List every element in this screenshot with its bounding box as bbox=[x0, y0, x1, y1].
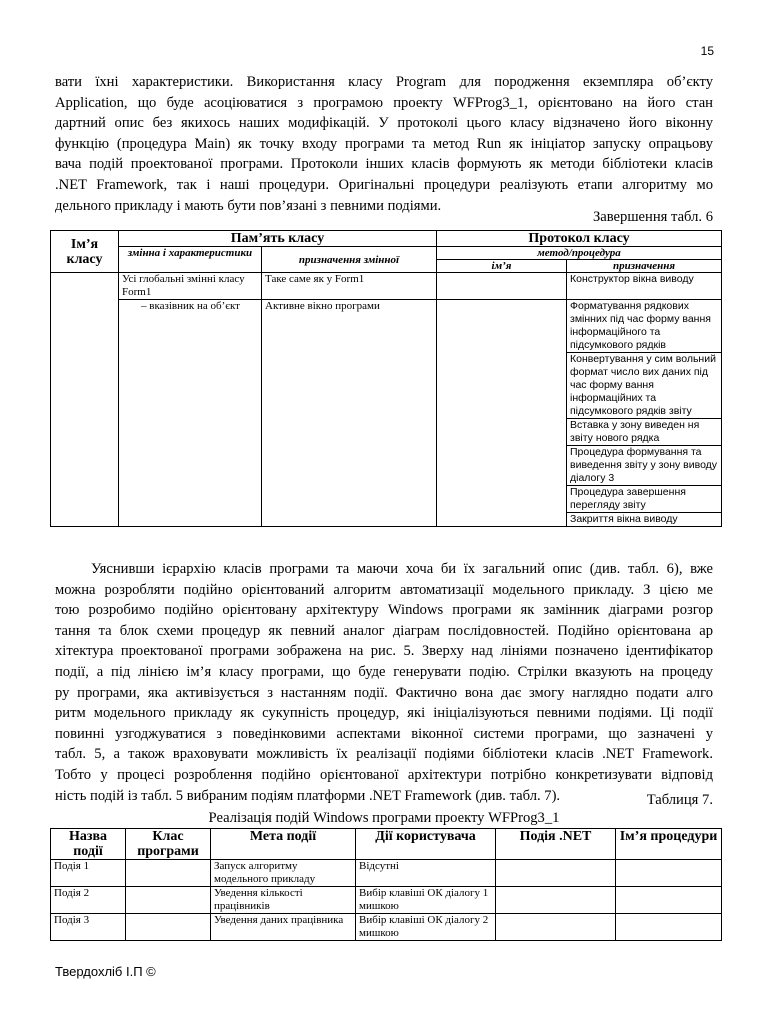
subheader-name: ім’я bbox=[437, 260, 567, 273]
text-line: можна розробляти подійно орієнтований алгоритм автоматизації модельного прикладу. З цією ме bbox=[55, 581, 713, 598]
header-protocol: Протокол класу bbox=[437, 231, 722, 247]
cell-var-purpose: Таке саме як у Form1 bbox=[262, 273, 437, 300]
table-7 bbox=[50, 828, 722, 941]
text-line: події, а під лінією ім’я класу програми, що буде генерувати подію. Стрілки вказують на процеду bbox=[55, 663, 713, 680]
text-line: ру програми, яка активізується з настанням події. Фактично вона дає змогу наглядно подати алго bbox=[55, 684, 713, 701]
text-line: Application, що буде асоціюватися з програмою проекту WFProg3_1, орієнтовано на його стан bbox=[55, 94, 713, 111]
page-number: 15 bbox=[700, 44, 714, 58]
table-cell: Подія 2 bbox=[51, 887, 126, 914]
cell-proto-purpose: Процедура завершення перегляду звіту bbox=[567, 486, 722, 513]
header-program-class: Клас програми bbox=[126, 829, 211, 860]
header-user-actions: Дії користувача bbox=[356, 829, 496, 860]
text-line: тання та блок схеми процедур як певний аналог діаграм послідовностей. Подійно орієнтована ар bbox=[55, 622, 713, 639]
cell-var: – вказівник на об’єкт bbox=[119, 300, 262, 527]
table7-title: Реалізація подій Windows програми проекту WFProg3_1 bbox=[208, 810, 560, 826]
header-class-name: Ім’я класу bbox=[51, 231, 119, 273]
table-cell bbox=[496, 860, 616, 887]
table-cell: Відсутні bbox=[356, 860, 496, 887]
cell-proto-purpose: Конструктор вікна виводу bbox=[567, 273, 722, 300]
table-cell bbox=[126, 860, 211, 887]
subheader-purpose: призначення bbox=[567, 260, 722, 273]
text-line: дельного прикладу і мають бути пов’язані з певними подіями. bbox=[55, 197, 442, 214]
table-cell: Вибір клавіші ОК діалогу 2 мишкою bbox=[356, 914, 496, 941]
text-line: .NET Framework, так і наші процедури. Оригінальні процедури реалізують етапи алгоритму мо bbox=[55, 176, 713, 193]
subheader-variable: змінна і характеристики bbox=[119, 247, 262, 273]
table-cell bbox=[126, 914, 211, 941]
text-line: повинні узгоджуватися з поведінковими аспектами віконної системи програми, що зазначені у bbox=[55, 725, 713, 742]
paragraph-top bbox=[55, 72, 713, 216]
cell-proto-name bbox=[437, 300, 567, 527]
header-procedure-name: Ім’я процедури bbox=[616, 829, 722, 860]
table6-caption: Завершення табл. 6 bbox=[592, 209, 713, 225]
table-cell bbox=[126, 887, 211, 914]
header-event-goal: Мета події bbox=[211, 829, 356, 860]
text-line: дартний опис без якихось наших модифікацій. У протоколі цього класу відзначено його віконну bbox=[55, 115, 713, 132]
table-cell: Подія 3 bbox=[51, 914, 126, 941]
table-cell bbox=[496, 914, 616, 941]
table-cell: Вибір клавіші ОК діалогу 1 мишкою bbox=[356, 887, 496, 914]
text-line: Тобто у процесі розроблення подійно орієнтованої архітектури потрібно конкретизувати відповід bbox=[55, 766, 713, 783]
text-line: вати їхні характеристики. Використання класу Program для породження екземпляра об’єкту bbox=[55, 74, 713, 90]
cell-proto-purpose: Конвертування у сим вольний формат число вих даних під час форму вання інформаційних та підсумкового рядків звіту bbox=[567, 353, 722, 419]
text-line: ритм модельного прикладу як сукупність процедур, які ініціалізуються певними подіями. Ці події bbox=[55, 705, 713, 722]
cell-class bbox=[51, 273, 119, 527]
cell-proto-purpose: Закриття вікна виводу bbox=[567, 513, 722, 527]
cell-proto-purpose: Форматування рядкових змінних під час форму вання інформаційного та підсумкового рядків bbox=[567, 300, 722, 353]
text-line: табл. 5, а також враховувати можливість їх реалізації подіями бібліотеки класів .NET Framework. bbox=[55, 746, 713, 763]
text-line: вача подій проектованої програми. Протоколи інших класів формують як методи бібліотеки класів bbox=[55, 156, 713, 173]
cell-var-purpose: Активне вікно програми bbox=[262, 300, 437, 527]
table-cell bbox=[616, 887, 722, 914]
text-line: хітектура проектованої програми зображена на рис. 5. Зверху над лініями позначено ідентифікатор bbox=[55, 643, 713, 660]
table-6 bbox=[50, 230, 722, 527]
table-cell bbox=[616, 860, 722, 887]
subheader-purpose-var: призначення змінної bbox=[262, 247, 437, 273]
text-line: Уяснивши ієрархію класів програми та маючи хоча би їх загальний опис (див. табл. 6), вже bbox=[91, 561, 713, 577]
table-cell: Подія 1 bbox=[51, 860, 126, 887]
table-cell bbox=[496, 887, 616, 914]
table-cell: Уведення кількості працівників bbox=[211, 887, 356, 914]
cell-proto-name bbox=[437, 273, 567, 300]
header-net-event: Подія .NET bbox=[496, 829, 616, 860]
table-cell: Уведення даних працівника bbox=[211, 914, 356, 941]
header-event-name: Назва події bbox=[51, 829, 126, 860]
cell-var: Усі глобальні змінні класу Form1 bbox=[119, 273, 262, 300]
paragraph-mid bbox=[55, 559, 713, 806]
subheader-method: метод/процедура bbox=[437, 247, 722, 260]
table-cell bbox=[616, 914, 722, 941]
table-cell: Запуск алгоритму модельного прикладу bbox=[211, 860, 356, 887]
footer-author: Твердохліб І.П © bbox=[55, 964, 156, 979]
header-memory: Пам’ять класу bbox=[119, 231, 437, 247]
cell-proto-purpose: Вставка у зону виведен ня звіту нового рядка bbox=[567, 419, 722, 446]
table7-label: Таблиця 7. bbox=[646, 792, 713, 808]
text-line: тою розробимо подійно орієнтовану архітектуру Windows програми як замінник діаграми розгор bbox=[55, 602, 713, 619]
text-line: ність подій із табл. 5 вибраним подіям платформи .NET Framework (див. табл. 7). bbox=[55, 787, 561, 804]
text-line: функцію (процедура Main) як точку входу програми та метод Run як ініціатор запуску опрацьову bbox=[55, 135, 713, 152]
cell-proto-purpose: Процедура формування та виведення звіту у зону виводу діалогу 3 bbox=[567, 446, 722, 486]
